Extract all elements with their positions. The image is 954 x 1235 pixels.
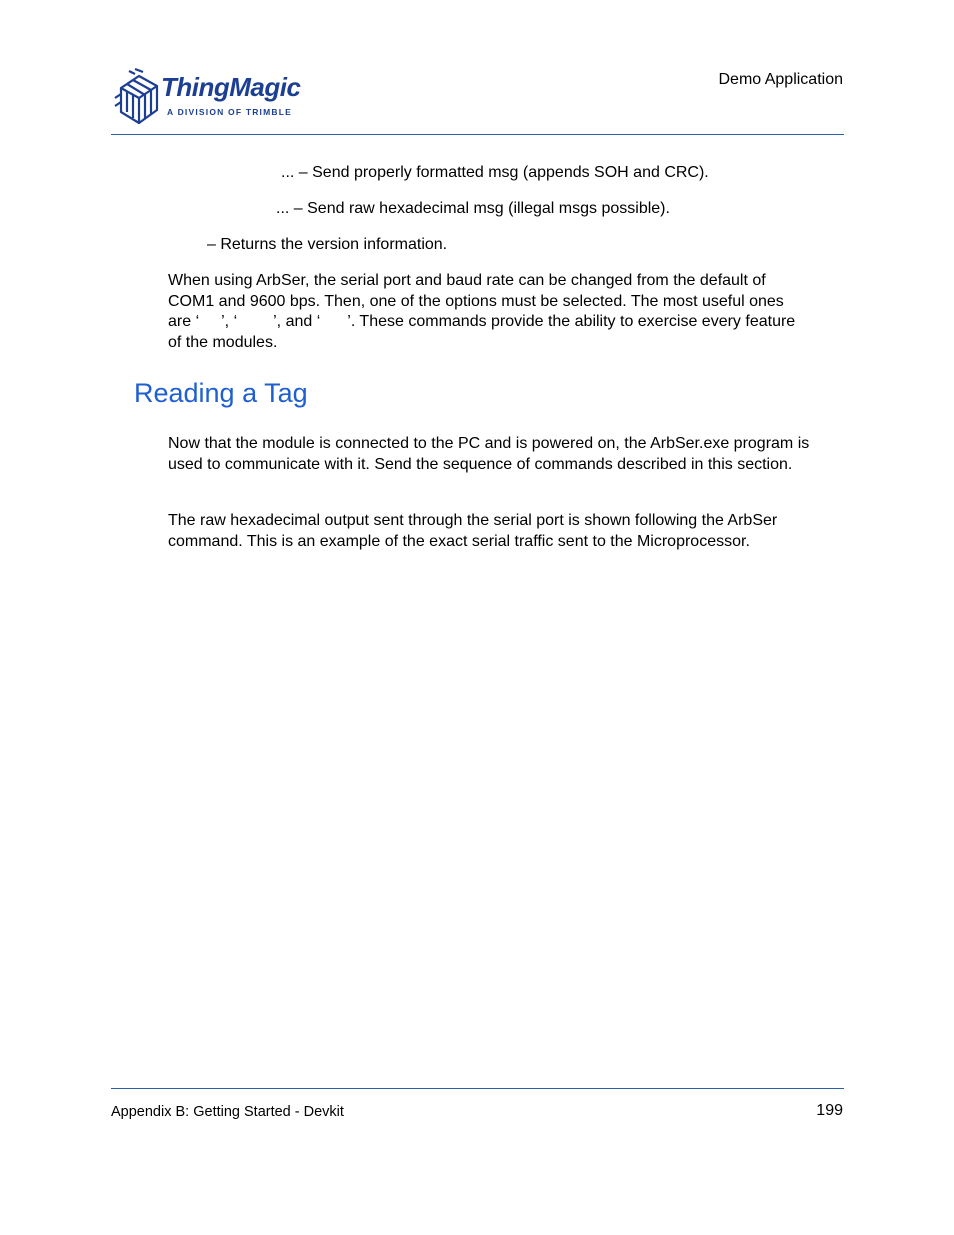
intro-line: COM1 and 9600 bps. Then, one of the options must be selected. The most useful ones — [168, 292, 784, 310]
logo-tagline: A DIVISION OF TRIMBLE — [167, 107, 292, 117]
intro-text: ’. These commands provide the ability to exercise every feature — [347, 313, 796, 330]
section-heading: Reading a Tag — [134, 378, 308, 408]
intro-line — [168, 312, 844, 333]
page-number: 199 — [816, 1102, 843, 1119]
thingmagic-cube-icon — [113, 68, 161, 124]
section-paragraph-2: The raw hexadecimal output sent through the serial port is shown following the ArbSer command. This is an example of the exact serial traffic sent to the Microprocessor. — [168, 512, 778, 550]
intro-text: ’, ‘ — [221, 313, 238, 330]
logo-wordmark: ThingMagic — [161, 72, 301, 102]
thingmagic-logo — [113, 68, 313, 124]
intro-text: are ‘ — [168, 313, 200, 330]
header-rule — [111, 134, 844, 135]
section-paragraph-1: Now that the module is connected to the PC and is powered on, the ArbSer.exe program is used to communicate with it. Send the sequence of commands described in this section. — [168, 435, 810, 473]
command-line-1: ... – Send properly formatted msg (appends SOH and CRC). — [281, 164, 709, 181]
intro-line: When using ArbSer, the serial port and baud rate can be changed from the default of — [168, 272, 766, 289]
intro-paragraph — [168, 271, 844, 353]
running-head: Demo Application — [718, 71, 843, 88]
footer-rule — [111, 1088, 844, 1089]
command-line-3: – Returns the version information. — [207, 236, 448, 253]
command-line-2: ... – Send raw hexadecimal msg (illegal msgs possible). — [276, 200, 670, 217]
intro-line: of the modules. — [168, 333, 278, 351]
footer-chapter: Appendix B: Getting Started - Devkit — [111, 1104, 344, 1120]
intro-text: ’, and ‘ — [273, 313, 321, 330]
